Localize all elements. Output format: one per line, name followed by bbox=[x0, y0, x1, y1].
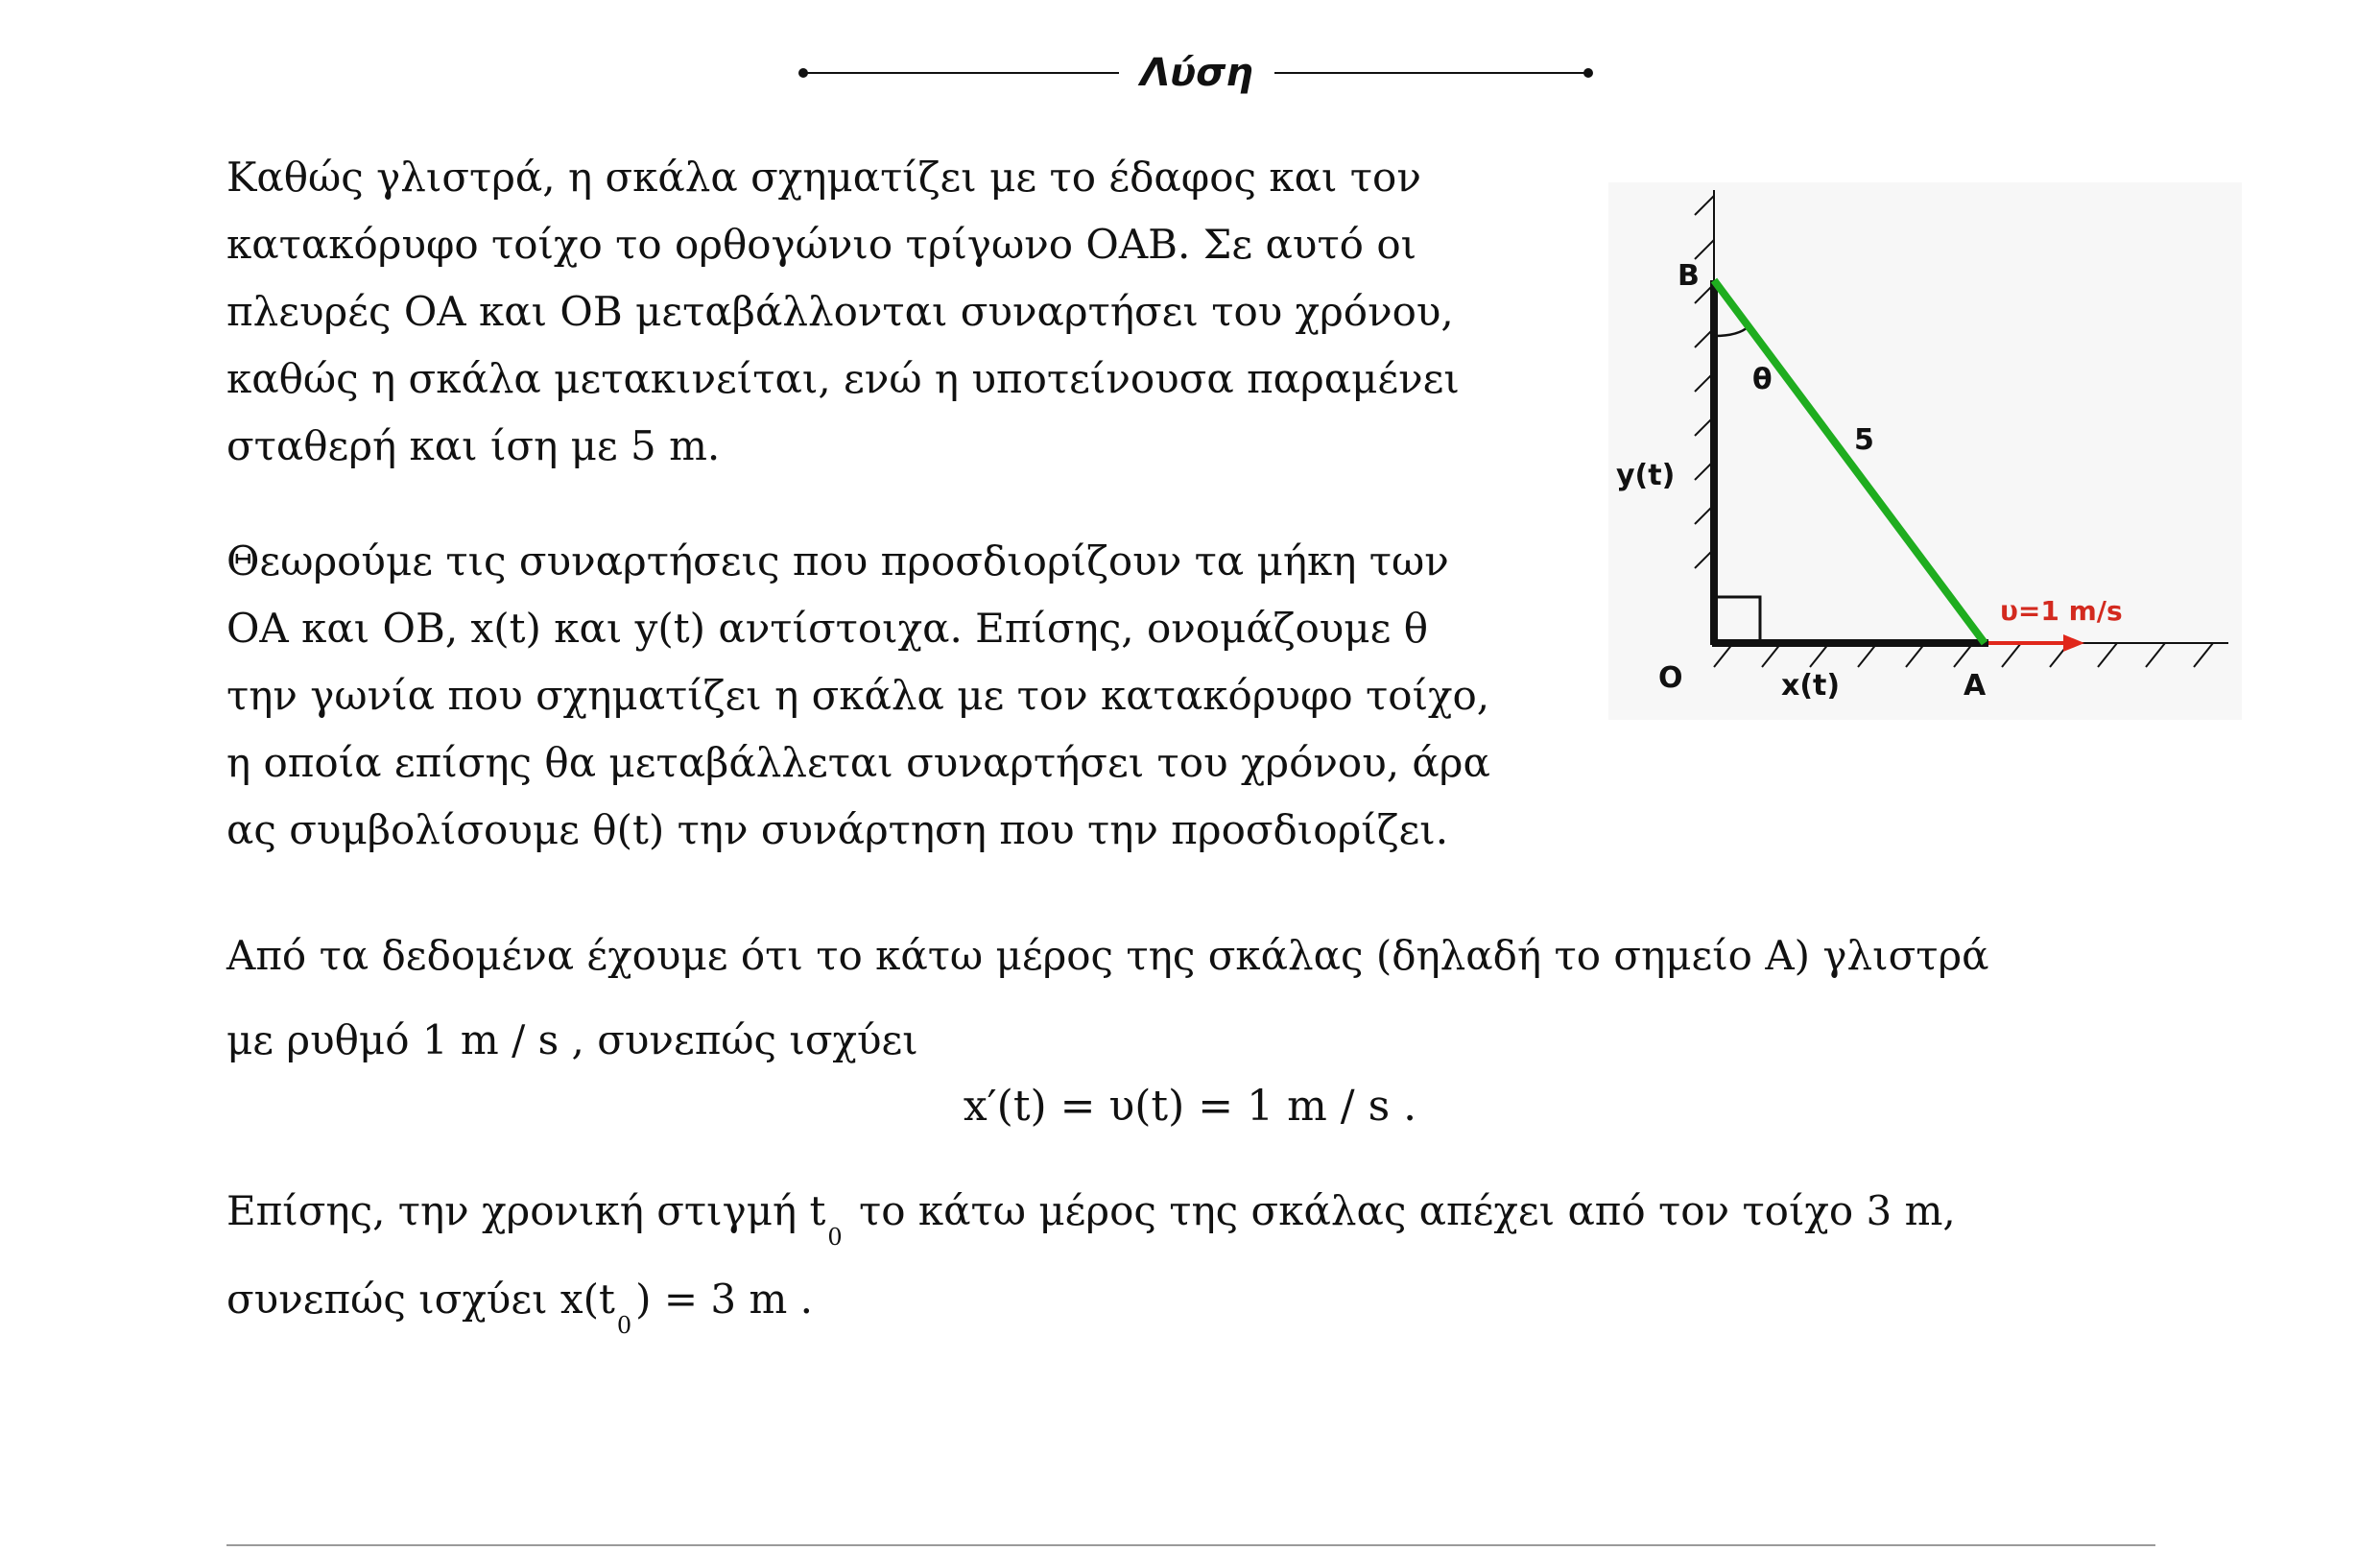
heading-dot-right bbox=[1583, 68, 1593, 78]
paragraph-line: ας συμβολίσουμε θ(t) την συνάρτηση που την προσδιορίζει. bbox=[226, 806, 1449, 853]
paragraph-4 bbox=[226, 1167, 1956, 1344]
paragraph-line: Καθώς γλιστρά, η σκάλα σχηματίζει με το έδαφος και τον bbox=[226, 154, 1421, 201]
heading-rule-right bbox=[1274, 72, 1589, 74]
paragraph-line: κατακόρυφο τοίχο το ορθογώνιο τρίγωνο ΟΑΒ. Σε αυτό οι bbox=[226, 221, 1417, 268]
paragraph-1 bbox=[226, 144, 1460, 480]
subscript-zero: 0 bbox=[827, 1224, 843, 1252]
paragraph-line: καθώς η σκάλα μετακινείται, ενώ η υποτείνουσα παραμένει bbox=[226, 355, 1460, 402]
equation-velocity: x′(t) = υ(t) = 1 m / s . bbox=[963, 1082, 1417, 1131]
label-theta: θ bbox=[1752, 363, 1773, 396]
ladder-diagram-svg bbox=[1608, 182, 2242, 720]
paragraph-line: την γωνία που σχηματίζει η σκάλα με τον κατακόρυφο τοίχο, bbox=[226, 672, 1490, 719]
paragraph-line: Θεωρούμε τις συναρτήσεις που προσδιορίζουν τα μήκη των bbox=[226, 537, 1449, 585]
label-A: A bbox=[1964, 669, 1987, 703]
label-O: O bbox=[1658, 661, 1683, 695]
paragraph-line: ΟΑ και ΟΒ, x(t) και y(t) αντίστοιχα. Επίσης, ονομάζουμε θ bbox=[226, 605, 1428, 652]
paragraph-line bbox=[226, 1255, 1956, 1344]
paragraph-line: σταθερή και ίση με 5 m. bbox=[226, 422, 721, 469]
heading-rule-left bbox=[802, 72, 1119, 74]
paragraph-2 bbox=[226, 528, 1490, 864]
label-hypotenuse: 5 bbox=[1854, 423, 1874, 457]
paragraph-line: η οποία επίσης θα μεταβάλλεται συναρτήσει του χρόνου, άρα bbox=[226, 739, 1490, 786]
label-x: x(t) bbox=[1781, 669, 1841, 703]
paragraph-line: με ρυθμό 1 m / s , συνεπώς ισχύει bbox=[226, 1016, 918, 1063]
text-run: Επίσης, την χρονική στιγμή t bbox=[226, 1187, 826, 1234]
bottom-rule bbox=[226, 1544, 2155, 1546]
subscript-zero: 0 bbox=[616, 1312, 632, 1340]
label-y: y(t) bbox=[1616, 459, 1676, 492]
paragraph-3 bbox=[226, 914, 1989, 1083]
paragraph-line: Από τα δεδομένα έχουμε ότι το κάτω μέρος της σκάλας (δηλαδή το σημείο Α) γλιστρά bbox=[226, 932, 1989, 979]
section-heading bbox=[802, 44, 1589, 102]
text-run: συνεπώς ισχύει x(t bbox=[226, 1276, 615, 1323]
heading-title: Λύση bbox=[1140, 51, 1253, 95]
ladder-diagram bbox=[1608, 182, 2242, 720]
paragraph-line: πλευρές ΟΑ και ΟΒ μεταβάλλονται συναρτήσει του χρόνου, bbox=[226, 288, 1454, 335]
paragraph-line bbox=[226, 1167, 1956, 1255]
text-run: ) = 3 m . bbox=[635, 1276, 814, 1323]
text-run: το κάτω μέρος της σκάλας απέχει από τον τοίχο 3 m, bbox=[845, 1187, 1956, 1234]
label-B: B bbox=[1678, 259, 1700, 293]
label-velocity: υ=1 m/s bbox=[2000, 595, 2123, 627]
